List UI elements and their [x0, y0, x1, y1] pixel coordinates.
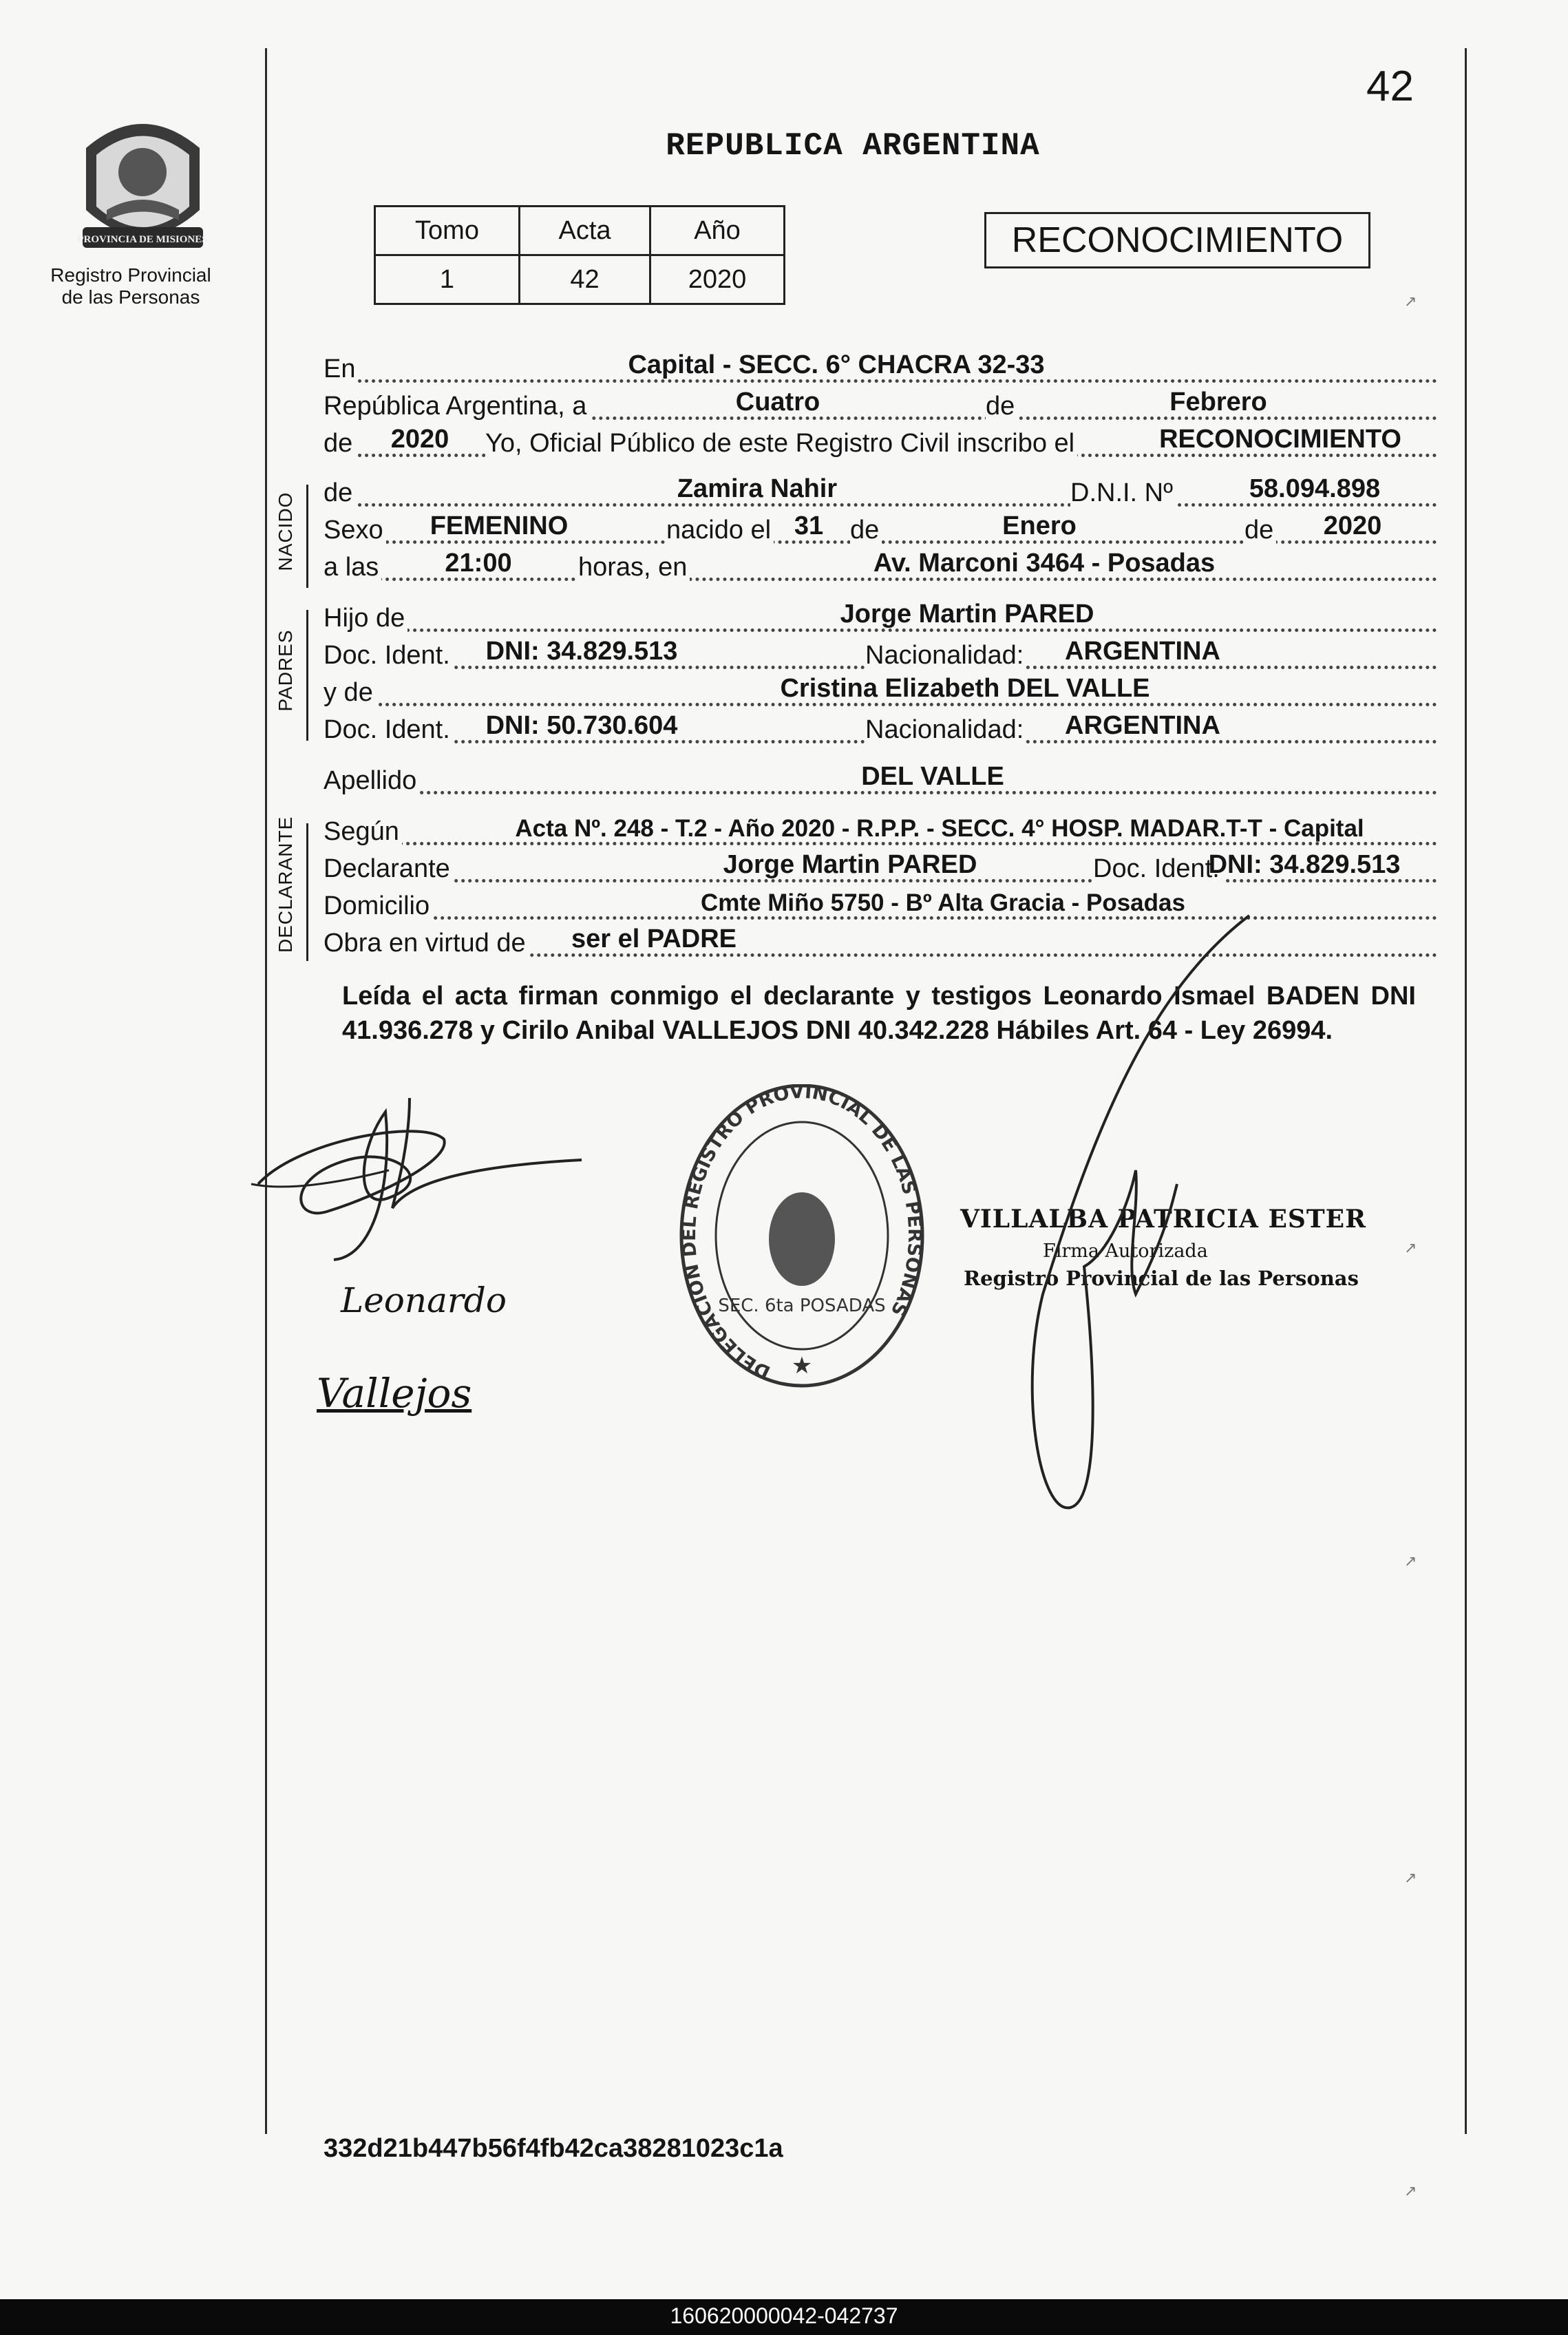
value-domicilio: Cmte Miño 5750 - Bº Alta Gracia - Posadas: [701, 889, 1185, 916]
value-year: 2020: [390, 425, 449, 454]
row-apellido: [324, 764, 1437, 799]
value-father-nat: ARGENTINA: [1065, 637, 1220, 666]
value-apellido: DEL VALLE: [861, 762, 1004, 791]
label-de-month2: de: [850, 516, 882, 545]
value-birth-month: Enero: [1002, 511, 1077, 540]
logo-seal-text: PROVINCIA DE MISIONES: [77, 234, 208, 245]
value-father-doc: DNI: 34.829.513: [485, 637, 678, 666]
registry-table: [374, 205, 785, 305]
official-org: Registro Provincial de las Personas: [964, 1267, 1359, 1290]
value-segun: Acta Nº. 248 - T.2 - Año 2020 - R.P.P. - SECC. 4° HOSP. MADAR.T-T - Capital: [515, 815, 1364, 842]
label-horas-en: horas, en: [578, 553, 690, 582]
margin-mark: ↗: [1404, 1239, 1417, 1256]
value-hour: 21:00: [445, 549, 512, 578]
logo-caption: [48, 264, 213, 308]
seal-inner-text: SEC. 6ta POSADAS: [718, 1296, 886, 1316]
value-birth-year: 2020: [1323, 511, 1382, 540]
nacido-bracket: [306, 485, 308, 588]
label-yo: Yo, Oficial Público de este Registro Civil inscribo el: [485, 429, 1077, 458]
value-father: Jorge Martin PARED: [840, 600, 1094, 628]
label-declarante: Declarante: [324, 854, 453, 884]
label-declarante-doc: Doc. Ident.: [1093, 854, 1222, 884]
value-mother-doc: DNI: 50.730.604: [485, 711, 678, 740]
row-en: [324, 352, 1437, 387]
value-month: Febrero: [1169, 388, 1267, 416]
act-type-box: RECONOCIMIENTO: [984, 212, 1370, 268]
row-y-de: [324, 676, 1437, 710]
value-place: Av. Marconi 3464 - Posadas: [873, 549, 1216, 578]
label-father-doc: Doc. Ident.: [324, 641, 453, 670]
value-anio: 2020: [650, 255, 785, 304]
row-father-doc: [324, 639, 1437, 673]
value-sexo: FEMENINO: [430, 511, 569, 540]
label-en: En: [324, 355, 358, 384]
declarante-bracket: [306, 823, 308, 961]
row-hora: [324, 551, 1437, 585]
label-nacido-el: nacido el: [666, 516, 774, 545]
margin-mark: ↗: [1404, 2182, 1417, 2199]
row-declarante: [324, 852, 1437, 887]
seal-outer-text: DELEGACION DEL REGISTRO PROVINCIAL DE LAS PERSONAS: [678, 1084, 926, 1383]
value-acta: 42: [520, 255, 650, 304]
label-de-year: de: [324, 429, 355, 458]
value-mother-nat: ARGENTINA: [1065, 711, 1220, 740]
nacido-section-label: NACIDO: [275, 492, 296, 571]
logo-caption-line2: de las Personas: [61, 286, 200, 308]
label-domicilio: Domicilio: [324, 891, 432, 921]
row-inscribo: [324, 427, 1437, 461]
declarant-signature: [244, 1064, 589, 1270]
value-en: Capital - SECC. 6° CHACRA 32-33: [628, 350, 1045, 379]
registry-value-row: [375, 255, 785, 304]
label-y-de: y de: [324, 678, 376, 708]
label-obra: Obra en virtud de: [324, 929, 529, 958]
label-republica: República Argentina, a: [324, 392, 589, 421]
row-hijo-de: [324, 602, 1437, 636]
value-act: RECONOCIMIENTO: [1159, 425, 1401, 454]
value-birth-day: 31: [794, 511, 824, 540]
row-segun: [324, 815, 1437, 849]
value-tomo: 1: [375, 255, 520, 304]
margin-mark: ↗: [1404, 1552, 1417, 1570]
witness1-signature: Leonardo: [341, 1280, 507, 1320]
label-apellido: Apellido: [324, 766, 419, 796]
value-declarante-doc: DNI: 34.829.513: [1208, 850, 1401, 879]
label-mother-nat: Nacionalidad:: [865, 715, 1026, 745]
label-mother-doc: Doc. Ident.: [324, 715, 453, 745]
label-de-name: de: [324, 478, 355, 508]
witness2-signature: Vallejos: [317, 1370, 472, 1417]
margin-mark: ↗: [1404, 293, 1417, 310]
padres-section-label: PADRES: [275, 629, 296, 712]
value-day: Cuatro: [735, 388, 820, 416]
footer-code: 160620000042-042737: [670, 2303, 898, 2328]
row-mother-doc: [324, 713, 1437, 748]
row-sexo: [324, 511, 1437, 548]
header-anio: Año: [650, 207, 785, 255]
official-role: Firma Autorizada: [1043, 1240, 1208, 1262]
label-de-month: de: [986, 392, 1017, 421]
label-dni: D.N.I. Nº: [1070, 478, 1176, 508]
seal-star: ★: [791, 1353, 813, 1379]
value-obra: ser el PADRE: [571, 925, 737, 953]
label-segun: Según: [324, 817, 402, 847]
official-signature: [1012, 909, 1273, 1528]
label-sexo: Sexo: [324, 516, 386, 545]
registry-seal: [678, 1084, 926, 1401]
declarante-section-label: DECLARANTE: [275, 816, 296, 953]
row-fecha: [324, 390, 1437, 424]
closing-text: Leída el acta firman conmigo el declarante y testigos Leonardo Ismael BADEN DNI 41.936.278 y Cirilo Anibal VALLEJOS DNI 40.342.228 Hábiles Art. 64 - Ley 26994.: [342, 982, 1416, 1045]
value-declarante: Jorge Martin PARED: [723, 850, 977, 879]
label-alas: a las: [324, 553, 381, 582]
value-mother: Cristina Elizabeth DEL VALLE: [780, 674, 1150, 703]
label-hijo-de: Hijo de: [324, 604, 407, 633]
label-de-year2: de: [1244, 516, 1276, 545]
margin-mark: ↗: [1404, 1869, 1417, 1886]
registry-header-row: [375, 207, 785, 255]
page-number: 42: [1366, 63, 1414, 110]
header-tomo: Tomo: [375, 207, 520, 255]
label-father-nat: Nacionalidad:: [865, 641, 1026, 670]
row-nombre: [324, 476, 1437, 511]
padres-bracket: [306, 610, 308, 741]
value-dni: 58.094.898: [1249, 474, 1381, 503]
document-title: REPUBLICA ARGENTINA: [666, 128, 1040, 164]
header-acta: Acta: [520, 207, 650, 255]
official-name: VILLALBA PATRICIA ESTER: [960, 1205, 1367, 1234]
right-margin-line: [1465, 48, 1467, 2134]
value-name: Zamira Nahir: [677, 474, 838, 503]
logo-caption-line1: Registro Provincial: [50, 264, 211, 286]
document-hash: 332d21b447b56f4fb42ca38281023c1a: [324, 2134, 783, 2163]
